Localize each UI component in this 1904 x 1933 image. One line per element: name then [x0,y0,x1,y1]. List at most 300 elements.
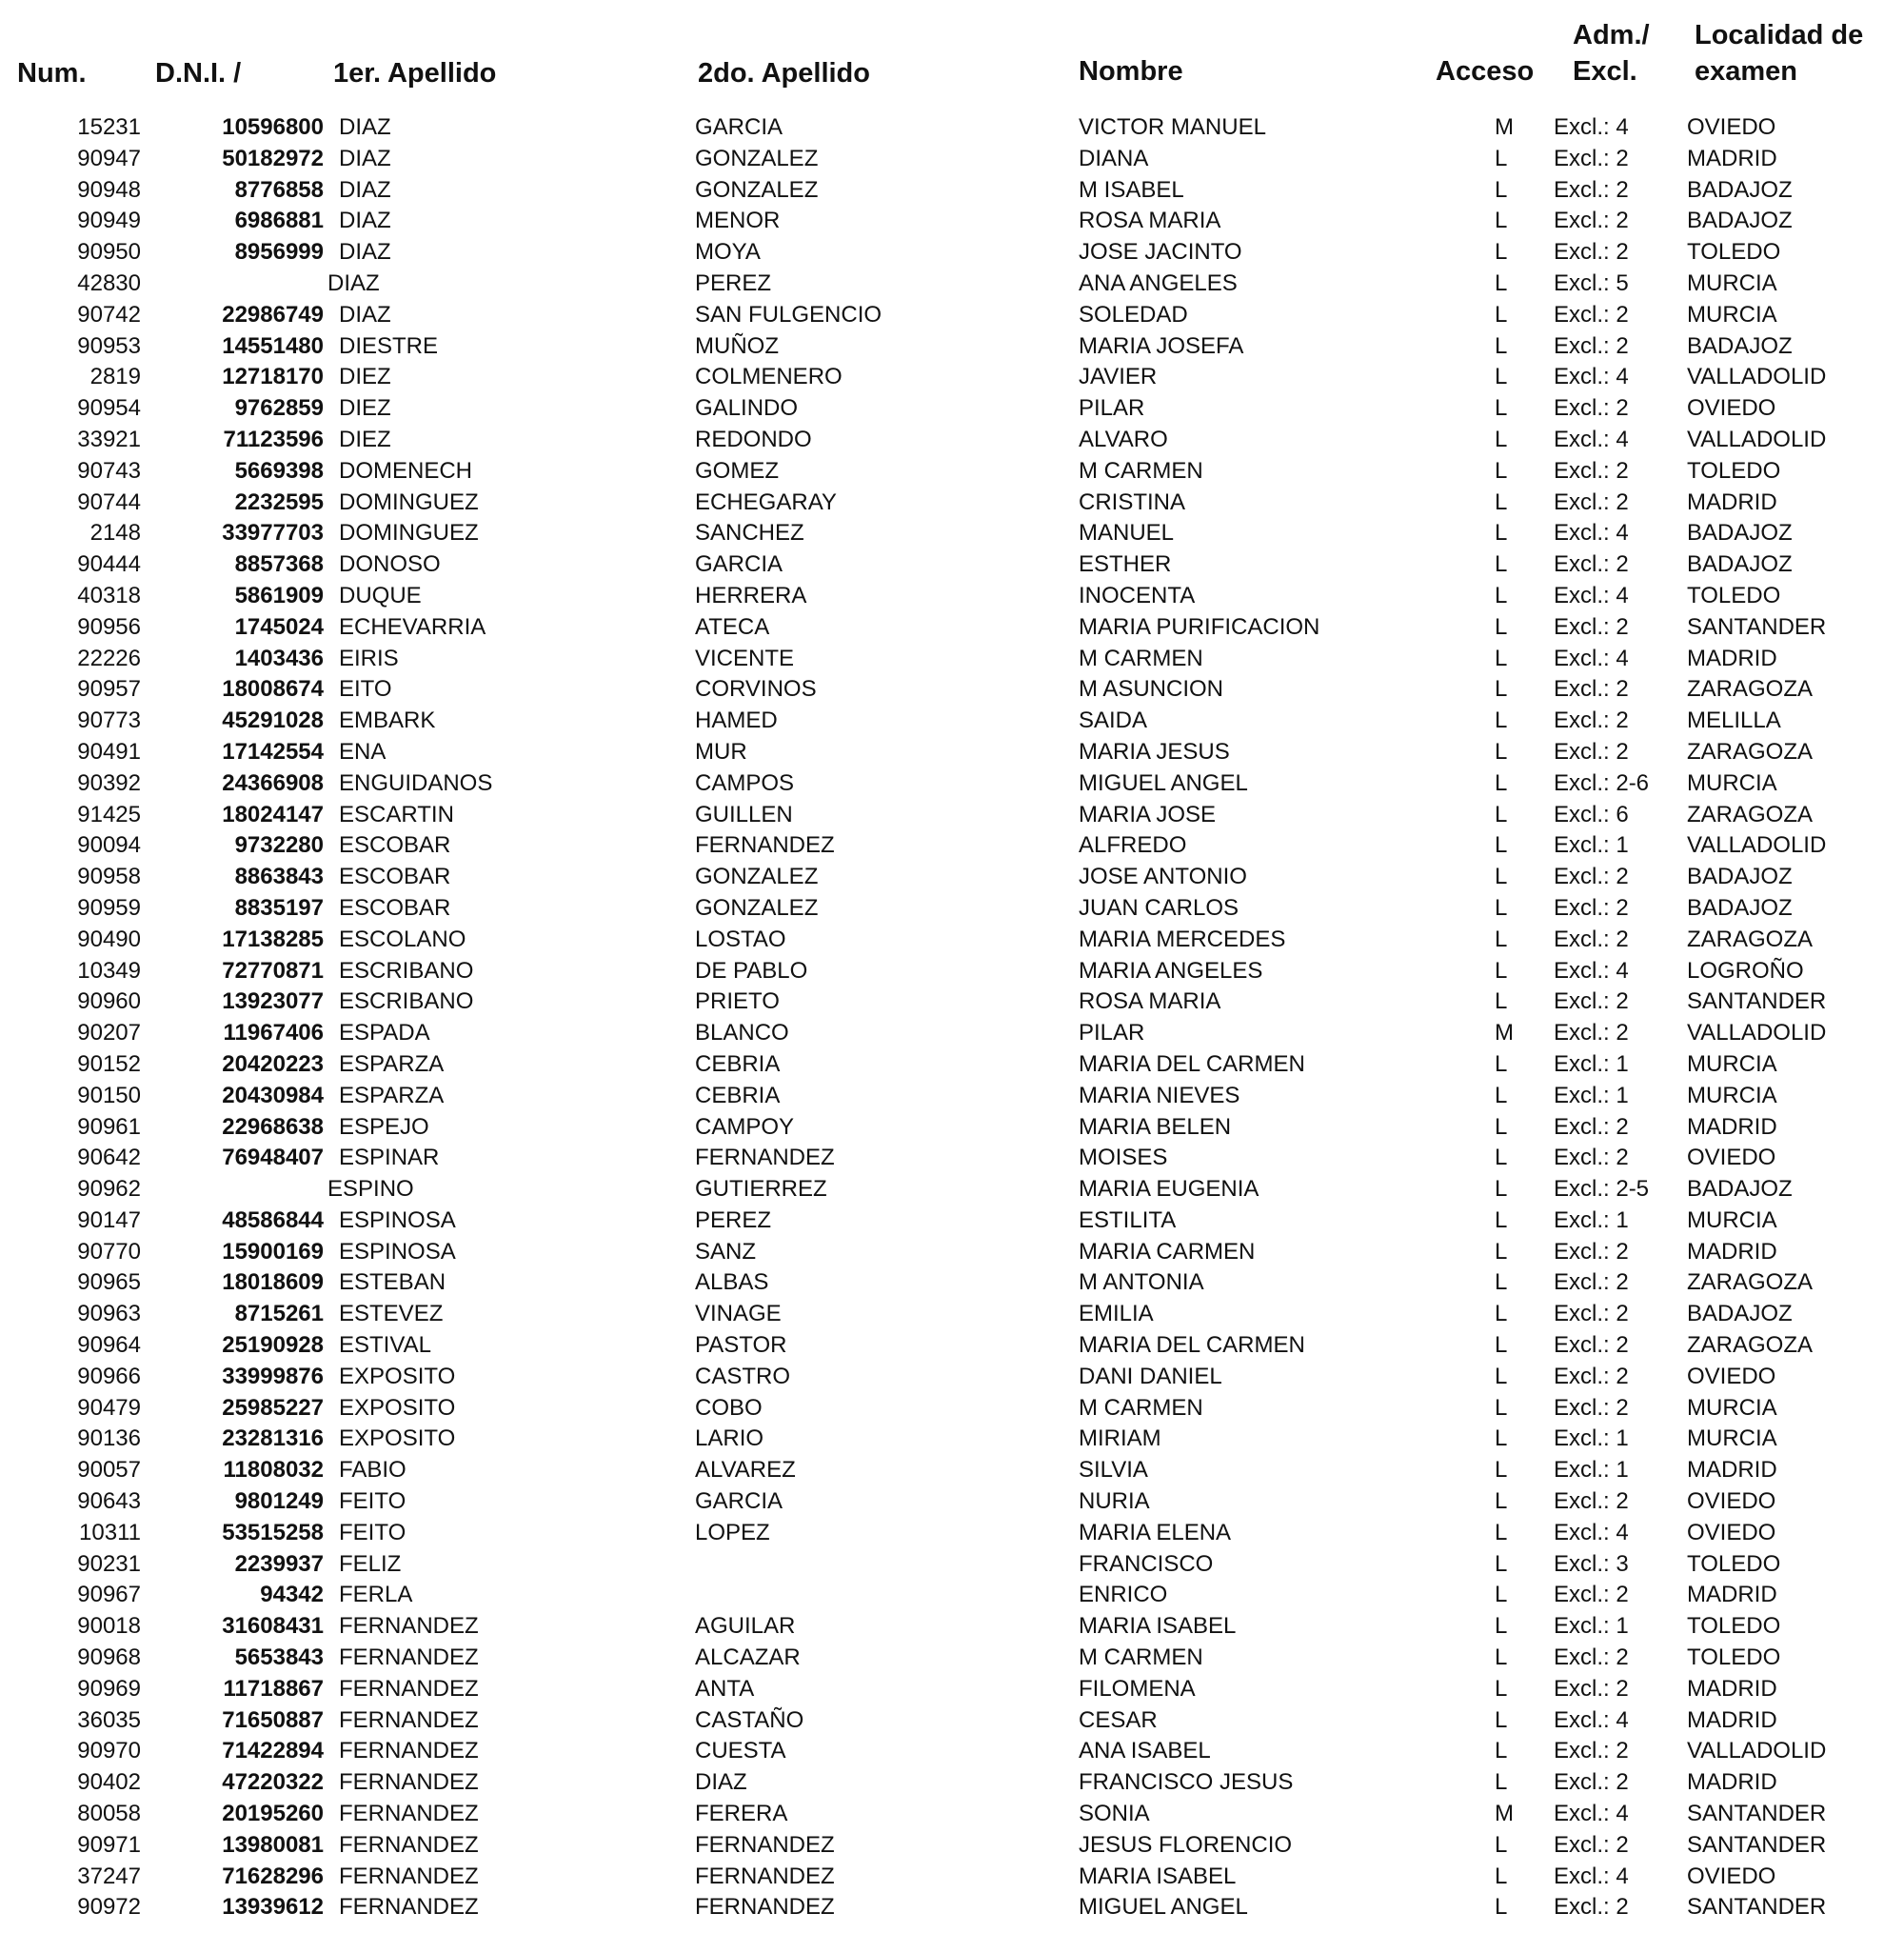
cell-num: 40318 [77,582,141,608]
cell-apellido2: GUTIERREZ [695,1176,827,1203]
header-apellido2: 2do. Apellido [698,58,870,89]
cell-num: 90479 [77,1394,141,1421]
cell-dni: 15900169 [222,1238,324,1265]
cell-apellido1: DOMENECH [339,457,473,484]
cell-localidad: SANTANDER [1687,1894,1827,1921]
cell-acceso: L [1495,1145,1508,1171]
cell-localidad: BADAJOZ [1687,894,1793,921]
cell-num: 90947 [77,145,141,171]
cell-adm-excl: Excl.: 4 [1554,1863,1629,1889]
cell-localidad: BADAJOZ [1687,176,1793,203]
cell-acceso: L [1495,145,1508,171]
cell-nombre: MARIA CARMEN [1079,1238,1256,1265]
cell-apellido1: ESCRIBANO [339,988,474,1015]
cell-adm-excl: Excl.: 2 [1554,457,1629,484]
cell-apellido1: FERNANDEZ [339,1831,479,1858]
cell-nombre: EMILIA [1079,1301,1154,1327]
cell-acceso: L [1495,1082,1508,1108]
cell-nombre: JESUS FLORENCIO [1079,1831,1293,1858]
cell-adm-excl: Excl.: 2 [1554,1020,1629,1046]
cell-apellido1: ESPINOSA [339,1238,456,1265]
cell-nombre: M ASUNCION [1079,676,1224,703]
cell-acceso: L [1495,364,1508,390]
cell-acceso: L [1495,613,1508,640]
cell-nombre: SILVIA [1079,1457,1148,1484]
cell-apellido2: FERERA [695,1801,788,1827]
cell-dni: 24366908 [222,769,324,796]
cell-apellido1: DOMINGUEZ [339,520,479,547]
cell-num: 90957 [77,676,141,703]
cell-adm-excl: Excl.: 1 [1554,1206,1629,1233]
cell-localidad: BADAJOZ [1687,520,1793,547]
cell-nombre: ROSA MARIA [1079,988,1221,1015]
cell-localidad: VALLADOLID [1687,1738,1827,1764]
cell-localidad: MURCIA [1687,769,1777,796]
cell-apellido1: ESCRIBANO [339,957,474,984]
cell-num: 90231 [77,1550,141,1577]
cell-nombre: SOLEDAD [1079,301,1188,328]
cell-nombre: MIGUEL ANGEL [1079,769,1248,796]
cell-nombre: M ISABEL [1079,176,1184,203]
cell-apellido2: GARCIA [695,114,783,140]
cell-nombre: NURIA [1079,1488,1150,1515]
cell-acceso: L [1495,488,1508,515]
table-row [0,644,1904,675]
cell-apellido1: FABIO [339,1457,407,1484]
header-num: Num. [17,58,87,89]
cell-localidad: LOGROÑO [1687,957,1804,984]
cell-num: 15231 [77,114,141,140]
cell-acceso: L [1495,1863,1508,1889]
table-row [0,1143,1904,1174]
cell-adm-excl: Excl.: 2 [1554,551,1629,578]
cell-apellido2: ECHEGARAY [695,488,837,515]
cell-dni: 20430984 [222,1082,324,1108]
cell-adm-excl: Excl.: 2 [1554,239,1629,266]
cell-adm-excl: Excl.: 4 [1554,957,1629,984]
cell-nombre: MARIA ELENA [1079,1519,1232,1545]
cell-apellido1: ESPADA [339,1020,430,1046]
cell-adm-excl: Excl.: 4 [1554,1706,1629,1733]
cell-apellido1: ESCOBAR [339,894,451,921]
cell-adm-excl: Excl.: 2 [1554,1145,1629,1171]
cell-apellido1: ESCOBAR [339,832,451,859]
cell-apellido2: HERRERA [695,582,807,608]
cell-acceso: L [1495,1488,1508,1515]
cell-apellido1: DIAZ [339,114,391,140]
cell-apellido1: EXPOSITO [339,1425,456,1452]
table-row [0,1299,1904,1330]
cell-acceso: L [1495,1519,1508,1545]
cell-localidad: SANTANDER [1687,1831,1827,1858]
cell-apellido1: ESCARTIN [339,801,454,827]
cell-apellido1: DIAZ [339,239,391,266]
cell-apellido1: DUQUE [339,582,422,608]
cell-apellido1: DIAZ [339,145,391,171]
cell-apellido2: COLMENERO [695,364,843,390]
cell-adm-excl: Excl.: 2 [1554,1769,1629,1796]
cell-dni: 1403436 [234,645,324,671]
cell-localidad: TOLEDO [1687,1550,1781,1577]
cell-apellido1: EITO [339,676,392,703]
header-acceso: Acceso [1436,56,1535,87]
cell-apellido2: CAMPOS [695,769,795,796]
cell-apellido1: DOMINGUEZ [339,488,479,515]
cell-localidad: MADRID [1687,1769,1777,1796]
header-adm [1573,17,1650,90]
cell-num: 90972 [77,1894,141,1921]
cell-localidad: OVIEDO [1687,395,1776,422]
cell-num: 90491 [77,738,141,765]
cell-acceso: L [1495,988,1508,1015]
cell-adm-excl: Excl.: 2 [1554,1113,1629,1140]
cell-dni: 6986881 [234,208,324,234]
cell-acceso: L [1495,551,1508,578]
cell-apellido1: ESPARZA [339,1082,445,1108]
cell-apellido2: VICENTE [695,645,795,671]
table-row [0,737,1904,768]
cell-apellido1: FERNANDEZ [339,1706,479,1733]
cell-nombre: ALVARO [1079,426,1168,452]
cell-acceso: L [1495,1206,1508,1233]
cell-adm-excl: Excl.: 3 [1554,1550,1629,1577]
cell-localidad: BADAJOZ [1687,864,1793,890]
table-row [0,1362,1904,1393]
cell-num: 90152 [77,1050,141,1077]
cell-localidad: VALLADOLID [1687,364,1827,390]
cell-adm-excl: Excl.: 2 [1554,176,1629,203]
table-row [0,956,1904,987]
cell-adm-excl: Excl.: 2-5 [1554,1176,1650,1203]
cell-dni: 17138285 [222,926,324,952]
cell-apellido1: FERNANDEZ [339,1738,479,1764]
cell-adm-excl: Excl.: 4 [1554,520,1629,547]
cell-dni: 31608431 [222,1613,324,1640]
cell-num: 90402 [77,1769,141,1796]
cell-acceso: L [1495,769,1508,796]
cell-num: 90744 [77,488,141,515]
cell-adm-excl: Excl.: 2 [1554,332,1629,359]
cell-apellido2: MOYA [695,239,761,266]
cell-adm-excl: Excl.: 2 [1554,1363,1629,1389]
table-row [0,144,1904,175]
cell-apellido1: FERNANDEZ [339,1801,479,1827]
cell-apellido2: FERNANDEZ [695,832,835,859]
cell-apellido2: CUESTA [695,1738,786,1764]
cell-adm-excl: Excl.: 2 [1554,1332,1629,1359]
cell-apellido1: ESPINOSA [339,1206,456,1233]
table-row [0,456,1904,488]
cell-acceso: L [1495,1706,1508,1733]
cell-acceso: L [1495,1738,1508,1764]
cell-localidad: MADRID [1687,1457,1777,1484]
cell-localidad: OVIEDO [1687,1519,1776,1545]
cell-nombre: INOCENTA [1079,582,1196,608]
cell-localidad: SANTANDER [1687,988,1827,1015]
cell-nombre: MARIA MERCEDES [1079,926,1286,952]
cell-apellido2: CEBRIA [695,1082,781,1108]
cell-apellido2: VINAGE [695,1301,782,1327]
cell-acceso: L [1495,395,1508,422]
cell-apellido1: ESPEJO [339,1113,429,1140]
cell-num: 90970 [77,1738,141,1764]
cell-localidad: MADRID [1687,1238,1777,1265]
table-row [0,1081,1904,1112]
cell-adm-excl: Excl.: 2 [1554,145,1629,171]
table-row [0,862,1904,893]
cell-apellido1: ENA [339,738,387,765]
cell-dni: 33999876 [222,1363,324,1389]
cell-localidad: MADRID [1687,488,1777,515]
cell-apellido1: ESPINAR [339,1145,440,1171]
table-row [0,1799,1904,1830]
cell-acceso: L [1495,864,1508,890]
cell-acceso: L [1495,239,1508,266]
cell-apellido1: FERNANDEZ [339,1644,479,1671]
cell-nombre: MIRIAM [1079,1425,1161,1452]
cell-num: 90444 [77,551,141,578]
cell-nombre: MANUEL [1079,520,1175,547]
cell-dni: 12718170 [222,364,324,390]
cell-apellido2: HAMED [695,707,778,734]
table-row [0,206,1904,237]
cell-apellido1: FERNANDEZ [339,1863,479,1889]
cell-num: 90962 [77,1176,141,1203]
cell-acceso: L [1495,1238,1508,1265]
cell-dni: 25190928 [222,1332,324,1359]
cell-num: 90392 [77,769,141,796]
cell-adm-excl: Excl.: 4 [1554,1801,1629,1827]
cell-num: 90959 [77,894,141,921]
cell-nombre: CESAR [1079,1706,1158,1733]
table-row [0,331,1904,363]
cell-adm-excl: Excl.: 2 [1554,676,1629,703]
cell-apellido1: FEITO [339,1488,407,1515]
table-row [0,1330,1904,1362]
cell-adm-excl: Excl.: 2 [1554,894,1629,921]
cell-apellido2: BLANCO [695,1020,789,1046]
cell-adm-excl: Excl.: 4 [1554,364,1629,390]
cell-acceso: M [1495,1801,1514,1827]
cell-num: 36035 [77,1706,141,1733]
cell-localidad: TOLEDO [1687,457,1781,484]
cell-apellido1: EMBARK [339,707,436,734]
cell-adm-excl: Excl.: 2 [1554,1394,1629,1421]
cell-num: 2148 [89,520,141,547]
cell-apellido2: GUILLEN [695,801,793,827]
cell-dni: 18024147 [222,801,324,827]
cell-apellido2: MUR [695,738,747,765]
table-row [0,706,1904,737]
cell-localidad: VALLADOLID [1687,1020,1827,1046]
cell-apellido1: ESCOLANO [339,926,466,952]
cell-nombre: MARIA NIEVES [1079,1082,1240,1108]
cell-apellido1: FEITO [339,1519,407,1545]
cell-adm-excl: Excl.: 4 [1554,114,1629,140]
cell-adm-excl: Excl.: 2 [1554,1582,1629,1608]
cell-dni: 9732280 [234,832,324,859]
cell-acceso: L [1495,957,1508,984]
cell-apellido2: GARCIA [695,1488,783,1515]
cell-acceso: L [1495,1613,1508,1640]
table-row [0,1580,1904,1611]
cell-localidad: ZARAGOZA [1687,801,1814,827]
cell-nombre: JOSE ANTONIO [1079,864,1247,890]
cell-apellido2: ALVAREZ [695,1457,796,1484]
cell-apellido2: FERNANDEZ [695,1863,835,1889]
cell-nombre: MARIA ISABEL [1079,1863,1237,1889]
cell-apellido2: ALBAS [695,1269,769,1296]
cell-acceso: L [1495,301,1508,328]
table-row [0,1393,1904,1425]
cell-dni: 13980081 [222,1831,324,1858]
table-row [0,1862,1904,1893]
cell-adm-excl: Excl.: 2 [1554,613,1629,640]
cell-dni: 5669398 [234,457,324,484]
cell-num: 90967 [77,1582,141,1608]
header-localidad [1695,17,1863,90]
cell-apellido1: EXPOSITO [339,1363,456,1389]
cell-dni: 8863843 [234,864,324,890]
header-apellido1: 1er. Apellido [333,58,497,89]
table-row [0,237,1904,269]
cell-dni: 94342 [260,1582,324,1608]
cell-adm-excl: Excl.: 1 [1554,1050,1629,1077]
cell-acceso: L [1495,1894,1508,1921]
cell-dni: 71650887 [222,1706,324,1733]
cell-num: 90642 [77,1145,141,1171]
cell-apellido1: ESTIVAL [339,1332,431,1359]
table-row [0,549,1904,581]
cell-localidad: MURCIA [1687,301,1777,328]
cell-nombre: M ANTONIA [1079,1269,1204,1296]
table-row [0,488,1904,519]
cell-nombre: M CARMEN [1079,1394,1203,1421]
cell-localidad: MELILLA [1687,707,1781,734]
cell-dni: 11808032 [223,1457,324,1484]
cell-acceso: L [1495,707,1508,734]
cell-adm-excl: Excl.: 1 [1554,1457,1629,1484]
cell-dni: 47220322 [222,1769,324,1796]
cell-localidad: BADAJOZ [1687,1176,1793,1203]
cell-adm-excl: Excl.: 2 [1554,1301,1629,1327]
cell-dni: 14551480 [222,332,324,359]
cell-num: 22226 [77,645,141,671]
cell-num: 90953 [77,332,141,359]
cell-adm-excl: Excl.: 2 [1554,208,1629,234]
cell-num: 2819 [89,364,141,390]
cell-num: 90956 [77,613,141,640]
cell-adm-excl: Excl.: 2 [1554,738,1629,765]
table-row [0,1736,1904,1767]
cell-localidad: TOLEDO [1687,1613,1781,1640]
cell-adm-excl: Excl.: 2 [1554,1675,1629,1702]
cell-apellido2: GONZALEZ [695,864,819,890]
cell-num: 90773 [77,707,141,734]
cell-nombre: M CARMEN [1079,457,1203,484]
cell-nombre: CRISTINA [1079,488,1186,515]
cell-acceso: L [1495,1769,1508,1796]
cell-adm-excl: Excl.: 2 [1554,488,1629,515]
cell-acceso: L [1495,1394,1508,1421]
cell-localidad: SANTANDER [1687,1801,1827,1827]
cell-apellido1: FERNANDEZ [339,1613,479,1640]
table-row [0,612,1904,644]
cell-dni: 8835197 [234,894,324,921]
table-row [0,1611,1904,1643]
cell-localidad: MADRID [1687,1706,1777,1733]
header-adm-bottom: Excl. [1573,56,1637,87]
cell-apellido2: FERNANDEZ [695,1831,835,1858]
cell-apellido1: DIAZ [339,301,391,328]
cell-localidad: MURCIA [1687,269,1777,296]
cell-localidad: OVIEDO [1687,1145,1776,1171]
cell-acceso: L [1495,1269,1508,1296]
cell-localidad: TOLEDO [1687,1644,1781,1671]
cell-num: 90961 [77,1113,141,1140]
header-nombre: Nombre [1079,56,1183,87]
cell-localidad: BADAJOZ [1687,332,1793,359]
cell-localidad: TOLEDO [1687,239,1781,266]
cell-nombre: ANA ANGELES [1079,269,1238,296]
cell-num: 90136 [77,1425,141,1452]
cell-acceso: L [1495,801,1508,827]
cell-dni: 20420223 [222,1050,324,1077]
cell-nombre: VICTOR MANUEL [1079,114,1266,140]
table-row [0,1643,1904,1674]
cell-apellido2: ANTA [695,1675,755,1702]
cell-nombre: MARIA BELEN [1079,1113,1232,1140]
cell-num: 90954 [77,395,141,422]
cell-localidad: OVIEDO [1687,1363,1776,1389]
table-row [0,1455,1904,1486]
cell-acceso: L [1495,426,1508,452]
cell-localidad: MADRID [1687,1582,1777,1608]
cell-dni: 17142554 [222,738,324,765]
cell-apellido1: FERLA [339,1582,413,1608]
cell-apellido1: ESCOBAR [339,864,451,890]
cell-num: 90147 [77,1206,141,1233]
table-row [0,269,1904,300]
cell-adm-excl: Excl.: 2 [1554,1644,1629,1671]
cell-acceso: L [1495,1050,1508,1077]
cell-dni: 22968638 [222,1113,324,1140]
cell-num: 10311 [79,1519,141,1545]
cell-apellido1: FERNANDEZ [339,1675,479,1702]
table-row [0,925,1904,956]
cell-acceso: L [1495,1831,1508,1858]
table-row [0,112,1904,144]
cell-num: 90643 [77,1488,141,1515]
cell-nombre: ESTHER [1079,551,1172,578]
cell-localidad: MURCIA [1687,1050,1777,1077]
cell-num: 90770 [77,1238,141,1265]
cell-nombre: ANA ISABEL [1079,1738,1211,1764]
cell-dni: 2232595 [234,488,324,515]
cell-nombre: M CARMEN [1079,1644,1203,1671]
cell-num: 90966 [77,1363,141,1389]
cell-acceso: L [1495,1457,1508,1484]
cell-apellido1: DIAZ [339,176,391,203]
cell-adm-excl: Excl.: 2 [1554,1269,1629,1296]
cell-apellido1: ESPINO [327,1176,414,1203]
table-row [0,1112,1904,1144]
cell-acceso: L [1495,1113,1508,1140]
cell-apellido2: GALINDO [695,395,799,422]
cell-apellido1: ESTEBAN [339,1269,446,1296]
cell-num: 90490 [77,926,141,952]
table-row [0,1486,1904,1518]
